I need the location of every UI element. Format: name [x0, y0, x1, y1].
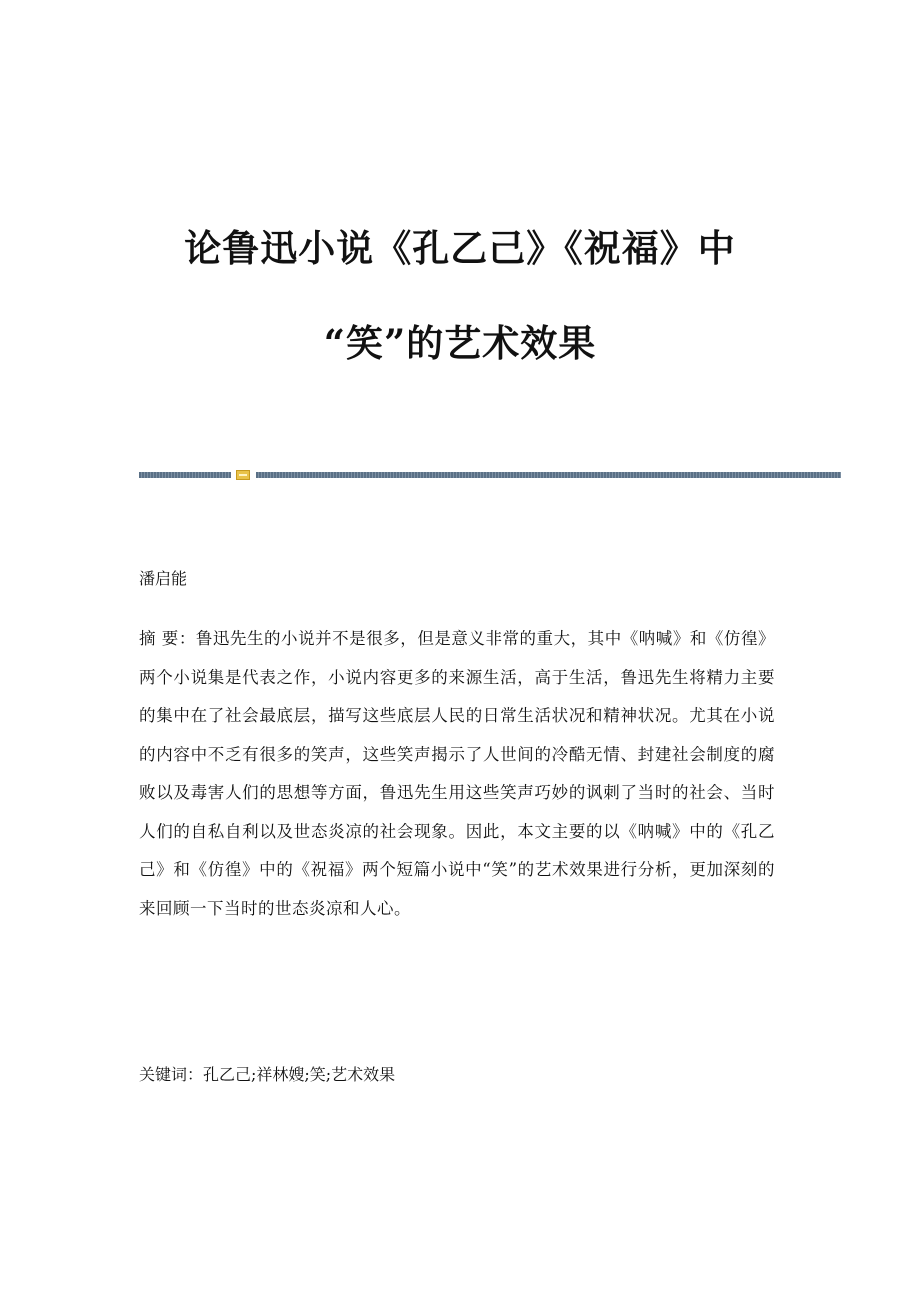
- document-title-line-2: “笑”的艺术效果: [323, 321, 597, 365]
- divider-bar-left: [139, 472, 231, 478]
- author-name: 潘启能: [139, 569, 188, 588]
- title-divider: [139, 470, 841, 480]
- document-title-line-1: 论鲁迅小说《孔乙己》《祝福》中: [184, 226, 736, 270]
- divider-ornament-icon: [236, 470, 250, 480]
- keywords-line: 关键词：孔乙己;祥林嫂;笑;艺术效果: [139, 1065, 396, 1084]
- divider-bar-right: [256, 472, 841, 478]
- abstract-paragraph: 摘 要：鲁迅先生的小说并不是很多，但是意义非常的重大，其中《呐喊》和《仿徨》两个小说集是代表之作，小说内容更多的来源生活，高于生活，鲁迅先生将精力主要的集中在了社会最底层，描写这些底层人民的日常生活状况和精神状况。尤其在小说的内容中不乏有很多的笑声，这些笑声揭示了人世间的冷酷无情、封建社会制度的腐败以及毒害人们的思想等方面，鲁迅先生用这些笑声巧妙的讽刺了当时的社会、当时人们的自私自利以及世态炎凉的社会现象。因此，本文主要的以《呐喊》中的《孔乙己》和《仿徨》中的《祝福》两个短篇小说中“笑”的艺术效果进行分析，更加深刻的来回顾一下当时的世态炎凉和人心。: [139, 629, 775, 918]
